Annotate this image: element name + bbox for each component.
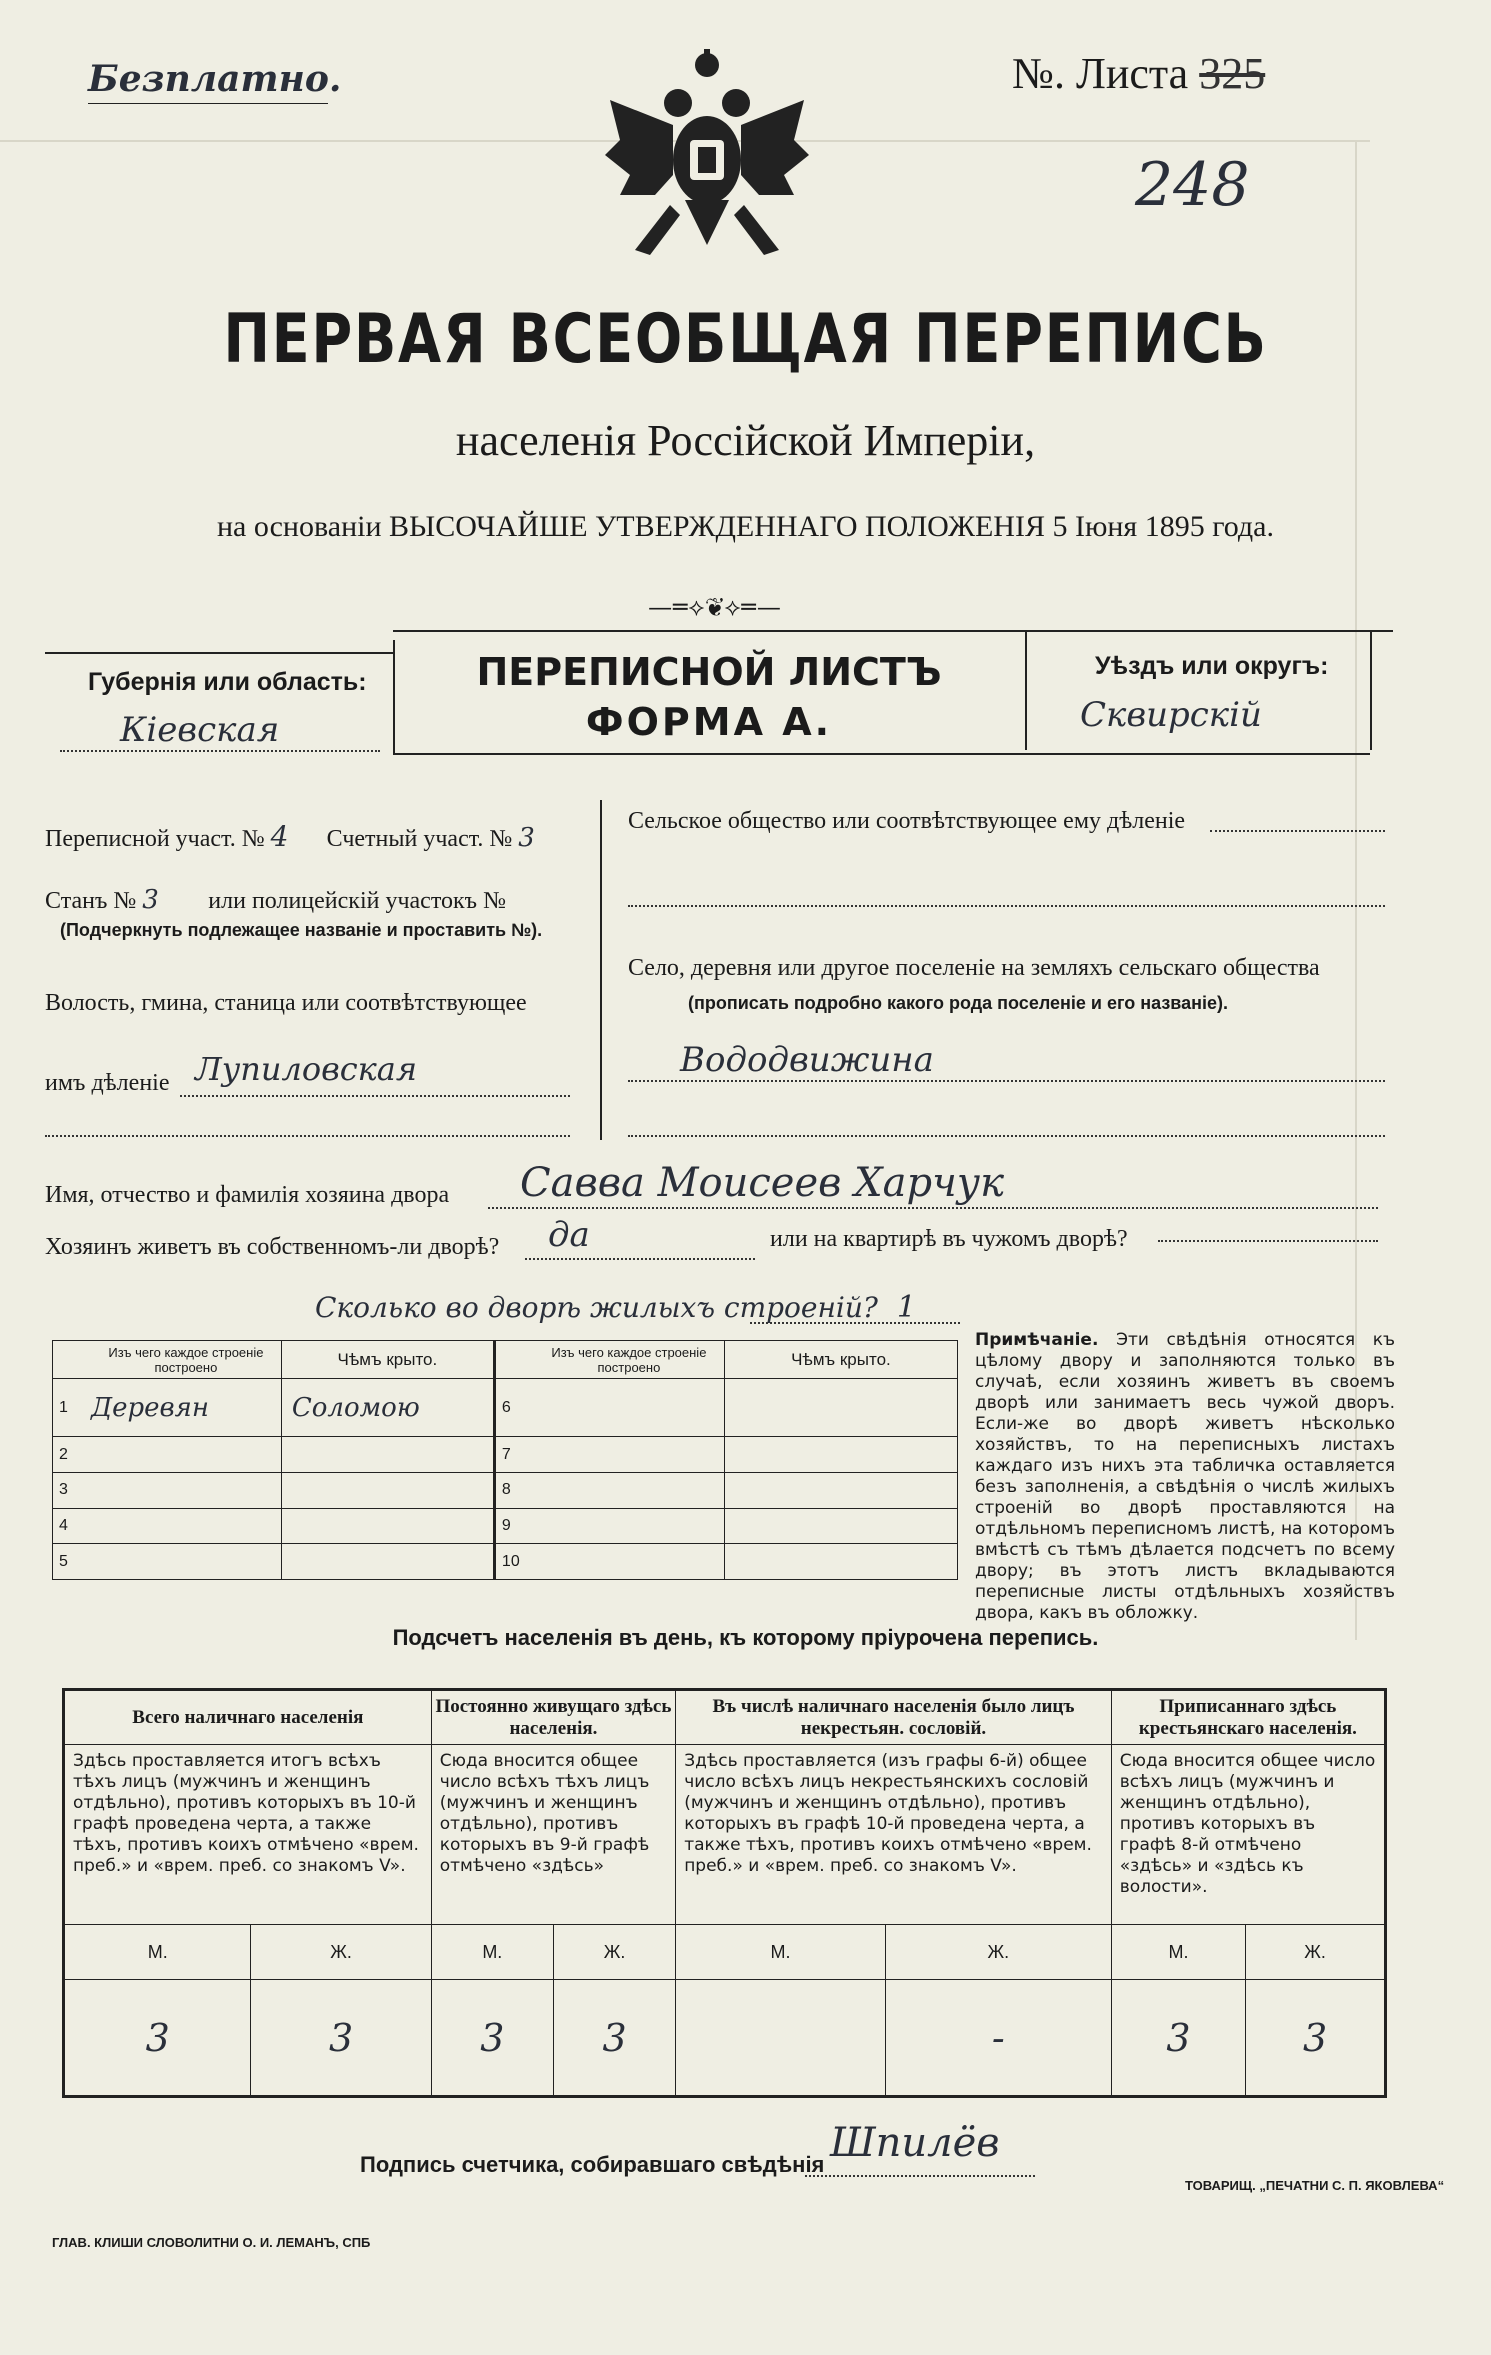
census-section-row: Переписной участ. № 4 Счетный участ. № 3 [45, 820, 535, 853]
owner-name-value: Савва Моисеев Харчук [520, 1160, 1005, 1206]
own-yard-dots [525, 1258, 755, 1260]
buildings-value: 1 [896, 1290, 916, 1325]
volost-dots-2 [45, 1135, 570, 1137]
m-label: М. [431, 1925, 553, 1980]
village-value: Вододвижина [680, 1040, 934, 1080]
village-label: Село, деревня или другое поселеніе на земляхъ сельскаго общества [628, 955, 1320, 981]
table-row: 5 10 [53, 1544, 958, 1580]
f-label: Ж. [251, 1925, 431, 1980]
stan-row: Станъ № 3 или полицейскій участокъ № [45, 885, 506, 915]
district-label: Уѣздъ или округъ: [1095, 652, 1329, 680]
signature-label: Подпись счетчика, собиравшаго свѣдѣнія [360, 2152, 825, 2177]
volost-dots [180, 1095, 570, 1097]
volost-value: Лупиловская [195, 1050, 418, 1088]
sheet-number-handwritten: 248 [1135, 150, 1250, 220]
form-head-vline-right [1025, 630, 1027, 750]
province-value: Кіевская [120, 710, 280, 750]
printer-right: ТОВАРИЩ. „ПЕЧАТНИ С. П. ЯКОВЛЕВА“ [1185, 2178, 1445, 2193]
m-label: М. [64, 1925, 251, 1980]
free-label: Безплатно. [88, 58, 342, 100]
stan-value: 3 [142, 885, 159, 915]
col-roof-right: Чѣмъ крыто. [724, 1341, 957, 1379]
note-title: Примѣчаніе. [975, 1330, 1099, 1350]
printer-left: ГЛАВ. КЛИШИ СЛОВОЛИТНИ О. И. ЛЕМАНЪ, СПБ [52, 2235, 371, 2250]
count-col-2-female: 3 [553, 1980, 675, 2097]
f-label: Ж. [553, 1925, 675, 1980]
count-col-3-female: - [885, 1980, 1111, 2097]
count-col-4-female: 3 [1246, 1980, 1386, 2097]
fields-divider [600, 800, 602, 1140]
village-dots [628, 1080, 1385, 1082]
count-col-4-male: 3 [1111, 1980, 1245, 2097]
count-col-3-body: Здѣсь проставляется (изъ графы 6-й) общее число всѣхъ лицъ некрестьянскихъ сословій (мужчинъ и женщинъ отдѣльно), противъ которыхъ въ графѣ 10-й проведена черта, а также тѣхъ, противъ коихъ отмѣчено «врем. преб.» и «врем. преб. со знакомъ V». [676, 1745, 1112, 1925]
table-row: 2 7 [53, 1437, 958, 1473]
count-col-4-head: Приписаннаго здѣсь крестьянскаго населенія. [1111, 1690, 1385, 1745]
province-label: Губернія или область: [88, 668, 367, 696]
society-dots [1210, 830, 1385, 832]
form-title-line-2: ФОРМА А. [585, 700, 833, 744]
count-col-1-head: Всего наличнаго населенія [64, 1690, 432, 1745]
buildings-dots [750, 1322, 960, 1324]
count-col-1-male: 3 [64, 1980, 251, 2097]
m-label: М. [676, 1925, 886, 1980]
sheet-number-struck: 325 [1199, 49, 1266, 98]
province-dots [60, 750, 380, 752]
rented-dots [1158, 1240, 1378, 1242]
village-dots-2 [628, 1135, 1385, 1137]
table-row: 4 9 [53, 1508, 958, 1544]
buildings-table [52, 1340, 958, 1580]
ornament-divider: —═⟡❦⟡═— [648, 593, 782, 621]
col-roof-left: Чѣмъ крыто. [281, 1341, 494, 1379]
imperial-eagle-emblem [600, 45, 815, 270]
count-title: Подсчетъ населенія въ день, къ которому пріурочена перепись. [392, 1625, 1099, 1650]
own-yard-label: Хозяинъ живетъ въ собственномъ-ли дворѣ? [45, 1234, 500, 1260]
page-title: ПЕРВАЯ ВСЕОБЩАЯ ПЕРЕПИСЬ [223, 300, 1268, 379]
own-yard-value: да [548, 1215, 590, 1255]
volost-label: Волость, гмина, станица или соотвѣтствующее [45, 990, 527, 1016]
owner-name-label: Имя, отчество и фамилія хозяина двора [45, 1182, 450, 1208]
count-col-2-male: 3 [431, 1980, 553, 2097]
buildings-label: Сколько во дворѣ жилыхъ строеній? 1 [315, 1290, 916, 1325]
free-underline [88, 103, 328, 104]
signature-value: Шпилёв [830, 2120, 1000, 2166]
note-block [975, 1330, 1395, 1624]
form-head-rule-top [393, 630, 1393, 632]
form-title-line-1: ПЕРЕПИСНОЙ ЛИСТЪ [476, 650, 942, 694]
col-material-left: Изъ чего каждое строеніе построено [91, 1341, 281, 1379]
count-col-2-head: Постоянно живущаго здѣсь населенія. [431, 1690, 675, 1745]
underline-note: (Подчеркнуть подлежащее названіе и проставить №). [60, 920, 543, 940]
village-note: (прописать подробно какого рода поселеніе и его названіе). [688, 993, 1229, 1013]
sheet-number-label: №. Листа 325 [1012, 49, 1266, 98]
form-head-vline-far [1370, 630, 1372, 750]
district-value: Сквирскій [1080, 695, 1262, 735]
count-col-2-body: Сюда вносится общее число всѣхъ тѣхъ лицъ (мужчинъ и женщинъ отдѣльно), противъ которыхъ въ 9-й графѣ отмѣчено «здѣсь» [431, 1745, 675, 1925]
count-col-1-female: 3 [251, 1980, 431, 2097]
form-head-rule-bottom [393, 753, 1370, 755]
form-head-rule-left [45, 652, 395, 654]
signature-dots [805, 2175, 1035, 2177]
society-label: Сельское общество или соотвѣтствующее ему дѣленіе [628, 808, 1186, 834]
table-row: 3 8 [53, 1472, 958, 1508]
page-subtitle: населенія Россійской Имперіи, [455, 416, 1036, 465]
note-text: Эти свѣдѣнія относятся къ цѣлому двору и заполняются только въ случаѣ, если хозяинъ живетъ въ своемъ дворѣ или занимаетъ весь чужой дворъ. Если-же во дворѣ живетъ нѣсколько хозяйствъ, то на переписныхъ листахъ каждаго изъ нихъ эта табличка оставляется безъ заполненія, а свѣдѣнія о числѣ жилыхъ строеній во дворѣ проставляются на отдѣльномъ переписномъ листѣ, на которомъ вмѣстѣ съ тѣмъ дѣлается подсчетъ по всему двору; въ этотъ листъ вкладываются переписные листы отдѣльныхъ хозяйствъ двора, какъ въ обложку. [975, 1330, 1396, 1623]
owner-name-dots [488, 1207, 1378, 1209]
f-label: Ж. [1246, 1925, 1386, 1980]
society-dots-2 [628, 905, 1385, 907]
count-col-1-body: Здѣсь проставляется итогъ всѣхъ тѣхъ лицъ (мужчинъ и женщинъ отдѣльно), противъ которыхъ въ 10-й графѣ проведена черта, а также тѣхъ, противъ коихъ отмѣчено «врем. преб.» и «врем. преб. со знакомъ V». [64, 1745, 432, 1925]
f-label: Ж. [885, 1925, 1111, 1980]
population-count-table [62, 1688, 1387, 2098]
col-material-right: Изъ чего каждое строеніе построено [534, 1341, 724, 1379]
count-col-3-head: Въ числѣ наличнаго населенія было лицъ некрестьян. сословій. [676, 1690, 1112, 1745]
m-label: М. [1111, 1925, 1245, 1980]
count-section-value: 3 [518, 823, 535, 853]
table-row: 1 Деревян Соломою 6 [53, 1379, 958, 1437]
count-col-3-male [676, 1980, 886, 2097]
rented-label: или на квартирѣ въ чужомъ дворѣ? [770, 1226, 1128, 1252]
legal-basis: на основаніи ВЫСОЧАЙШЕ УТВЕРЖДЕННАГО ПОЛОЖЕНІЯ 5 Іюня 1895 года. [217, 510, 1274, 543]
volost-label-2: имъ дѣленіе [45, 1070, 170, 1096]
count-col-4-body: Сюда вносится общее число всѣхъ лицъ (мужчинъ и женщинъ отдѣльно), противъ которыхъ въ графѣ 8-й отмѣчено «здѣсь» и «здѣсь къ волости». [1111, 1745, 1385, 1925]
census-section-value: 4 [270, 820, 289, 853]
